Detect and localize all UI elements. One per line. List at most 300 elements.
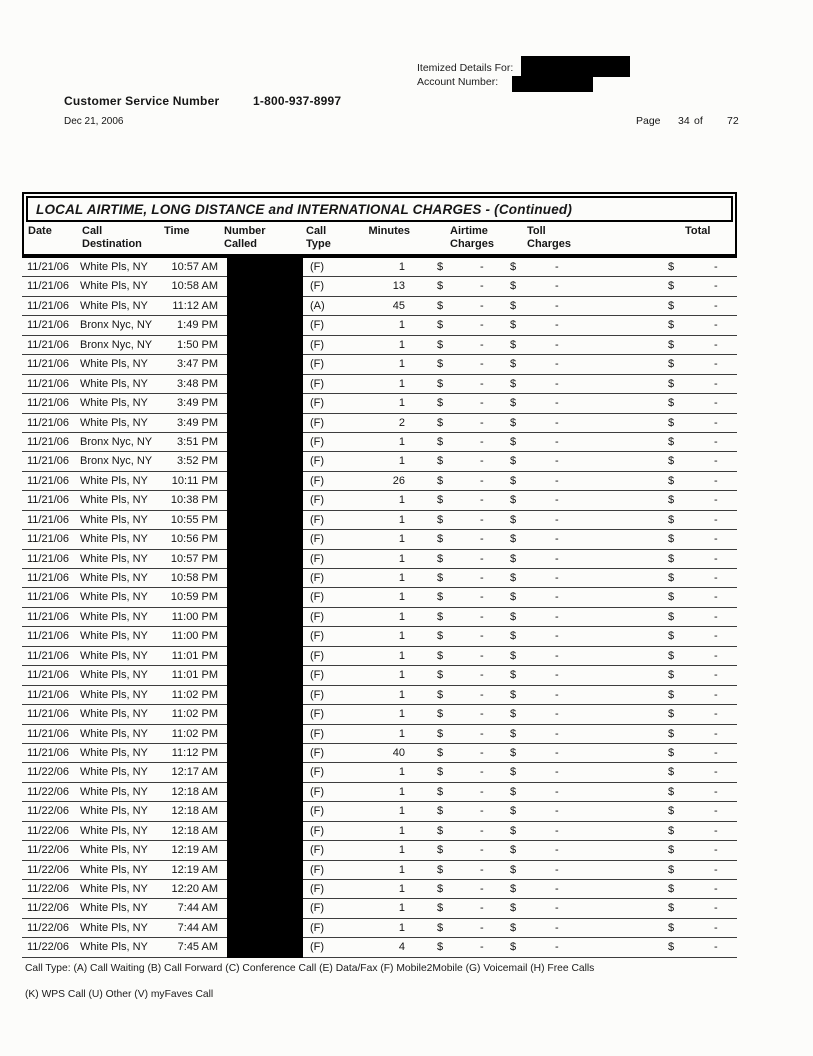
cell-total-currency: $: [668, 941, 675, 954]
cell-total-amount: -: [714, 416, 718, 429]
cell-toll-amount: -: [555, 844, 559, 857]
cell-total-amount: -: [714, 397, 718, 410]
cell-airtime-currency: $: [437, 397, 444, 410]
redacted-account-number: [512, 76, 593, 92]
cell-destination: White Pls, NY: [80, 299, 148, 312]
cell-minutes: 1: [398, 766, 405, 779]
cell-time: 11:02 PM: [171, 708, 218, 721]
cell-airtime-currency: $: [437, 358, 444, 371]
cell-toll-currency: $: [510, 610, 517, 623]
cell-destination: White Pls, NY: [80, 844, 148, 857]
cell-minutes: 13: [392, 280, 405, 293]
cell-date: 11/22/06: [27, 902, 70, 915]
cell-time: 1:49 PM: [177, 319, 218, 332]
cell-airtime-amount: -: [480, 533, 484, 546]
cell-time: 11:01 PM: [171, 669, 218, 682]
call-row: [22, 550, 737, 569]
cell-toll-amount: -: [555, 474, 559, 487]
cell-minutes: 1: [398, 921, 405, 934]
cell-minutes: 1: [398, 902, 405, 915]
cell-destination: White Pls, NY: [80, 630, 148, 643]
cell-toll-currency: $: [510, 591, 517, 604]
cell-total-currency: $: [668, 649, 675, 662]
cell-total-currency: $: [668, 669, 675, 682]
cell-toll-currency: $: [510, 844, 517, 857]
column-header-call-type: Call Type: [306, 225, 331, 250]
cell-toll-currency: $: [510, 649, 517, 662]
cell-airtime-currency: $: [437, 630, 444, 643]
cell-time: 3:49 PM: [177, 397, 218, 410]
cell-total-currency: $: [668, 921, 675, 934]
cell-airtime-amount: -: [480, 727, 484, 740]
cell-total-currency: $: [668, 513, 675, 526]
cell-toll-amount: -: [555, 941, 559, 954]
cell-minutes: 1: [398, 533, 405, 546]
cell-time: 11:12 PM: [171, 746, 218, 759]
cell-airtime-currency: $: [437, 552, 444, 565]
cell-airtime-amount: -: [480, 902, 484, 915]
cell-airtime-amount: -: [480, 766, 484, 779]
cell-toll-amount: -: [555, 280, 559, 293]
cell-airtime-currency: $: [437, 649, 444, 662]
cell-call-type: (F): [310, 746, 325, 759]
cell-minutes: 1: [398, 805, 405, 818]
cell-minutes: 1: [398, 261, 405, 273]
call-row: [22, 511, 737, 530]
cell-toll-amount: -: [555, 921, 559, 934]
cell-call-type: (F): [310, 708, 325, 721]
cell-time: 11:01 PM: [171, 649, 218, 662]
cell-minutes: 1: [398, 552, 405, 565]
cell-time: 10:55 PM: [170, 513, 218, 526]
cell-total-amount: -: [714, 280, 718, 293]
call-type-legend-line2: (K) WPS Call (U) Other (V) myFaves Call: [25, 989, 214, 1000]
column-header-toll-charges: Toll Charges: [527, 225, 572, 250]
cell-minutes: 1: [398, 513, 405, 526]
cell-airtime-amount: -: [480, 649, 484, 662]
cell-airtime-amount: -: [480, 299, 484, 312]
cell-date: 11/21/06: [27, 649, 70, 662]
cell-airtime-amount: -: [480, 941, 484, 954]
cell-airtime-currency: $: [437, 261, 444, 273]
cell-date: 11/21/06: [27, 669, 70, 682]
call-row: [22, 491, 737, 510]
cell-toll-currency: $: [510, 397, 517, 410]
cell-airtime-currency: $: [437, 416, 444, 429]
cell-toll-amount: -: [555, 435, 559, 448]
cell-total-amount: -: [714, 844, 718, 857]
cell-call-type: (F): [310, 941, 325, 954]
cell-total-amount: -: [714, 552, 718, 565]
cell-total-currency: $: [668, 533, 675, 546]
call-row: [22, 472, 737, 491]
call-row: [22, 938, 737, 957]
cell-total-amount: -: [714, 708, 718, 721]
cell-total-amount: -: [714, 610, 718, 623]
cell-time: 3:49 PM: [177, 416, 218, 429]
cell-time: 3:47 PM: [177, 358, 218, 371]
cell-toll-currency: $: [510, 435, 517, 448]
cell-destination: White Pls, NY: [80, 727, 148, 740]
cell-call-type: (F): [310, 416, 325, 429]
cell-minutes: 1: [398, 455, 405, 468]
cell-toll-currency: $: [510, 280, 517, 293]
cell-date: 11/21/06: [27, 280, 70, 293]
redacted-number-called-column: [227, 258, 303, 958]
cell-minutes: 1: [398, 785, 405, 798]
cell-minutes: 1: [398, 610, 405, 623]
cell-airtime-amount: -: [480, 397, 484, 410]
call-row: [22, 783, 737, 802]
cell-toll-currency: $: [510, 494, 517, 507]
cell-airtime-currency: $: [437, 455, 444, 468]
cell-time: 10:56 PM: [170, 533, 218, 546]
cell-airtime-currency: $: [437, 727, 444, 740]
cell-airtime-currency: $: [437, 319, 444, 332]
call-type-legend-line1: Call Type: (A) Call Waiting (B) Call Forward (C) Conference Call (E) Data/Fax (F) Mobile2Mobile (G) Voicemail (H) Free Calls: [25, 963, 595, 974]
column-header-date: Date: [28, 225, 52, 237]
call-row: [22, 588, 737, 607]
cell-call-type: (A): [310, 299, 325, 312]
cell-toll-amount: -: [555, 299, 559, 312]
cell-minutes: 1: [398, 844, 405, 857]
cell-time: 10:58 PM: [170, 572, 218, 584]
cell-date: 11/21/06: [27, 727, 70, 740]
cell-toll-amount: -: [555, 630, 559, 643]
cell-minutes: 1: [398, 494, 405, 507]
cell-airtime-currency: $: [437, 844, 444, 857]
cell-total-amount: -: [714, 299, 718, 312]
cell-toll-amount: -: [555, 766, 559, 779]
cell-airtime-currency: $: [437, 941, 444, 954]
cell-total-currency: $: [668, 358, 675, 371]
cell-airtime-currency: $: [437, 513, 444, 526]
cell-total-amount: -: [714, 746, 718, 759]
cell-toll-amount: -: [555, 746, 559, 759]
cell-toll-currency: $: [510, 863, 517, 876]
cell-total-currency: $: [668, 844, 675, 857]
cell-time: 7:44 AM: [177, 902, 218, 915]
cell-toll-amount: -: [555, 591, 559, 604]
cell-total-currency: $: [668, 805, 675, 818]
redacted-customer-name: [521, 56, 630, 77]
cell-toll-amount: -: [555, 397, 559, 410]
cell-total-amount: -: [714, 649, 718, 662]
call-row: [22, 394, 737, 413]
customer-service-label: Customer Service Number: [64, 94, 220, 108]
cell-total-amount: -: [714, 727, 718, 740]
cell-time: 7:45 AM: [177, 941, 218, 954]
cell-time: 10:57 PM: [170, 552, 218, 565]
cell-airtime-currency: $: [437, 669, 444, 682]
cell-total-amount: -: [714, 494, 718, 507]
cell-time: 12:17 AM: [171, 766, 218, 779]
cell-date: 11/22/06: [27, 941, 70, 954]
call-row: [22, 297, 737, 316]
cell-airtime-amount: -: [480, 746, 484, 759]
cell-destination: White Pls, NY: [80, 494, 148, 507]
cell-airtime-amount: -: [480, 785, 484, 798]
cell-airtime-amount: -: [480, 435, 484, 448]
cell-call-type: (F): [310, 397, 325, 410]
column-header-destination: Call Destination: [82, 225, 142, 250]
cell-total-amount: -: [714, 338, 718, 351]
cell-minutes: 1: [398, 863, 405, 876]
cell-total-currency: $: [668, 261, 675, 273]
cell-call-type: (F): [310, 805, 325, 818]
cell-airtime-currency: $: [437, 921, 444, 934]
cell-date: 11/22/06: [27, 883, 70, 895]
cell-airtime-amount: -: [480, 513, 484, 526]
cell-total-currency: $: [668, 708, 675, 721]
cell-total-amount: -: [714, 630, 718, 643]
cell-call-type: (F): [310, 591, 325, 604]
cell-date: 11/21/06: [27, 358, 70, 371]
cell-call-type: (F): [310, 630, 325, 643]
cell-airtime-amount: -: [480, 319, 484, 332]
cell-total-amount: -: [714, 435, 718, 448]
cell-total-currency: $: [668, 494, 675, 507]
cell-toll-amount: -: [555, 805, 559, 818]
cell-toll-amount: -: [555, 649, 559, 662]
cell-total-currency: $: [668, 474, 675, 487]
cell-call-type: (F): [310, 494, 325, 507]
cell-total-currency: $: [668, 766, 675, 779]
cell-time: 11:02 PM: [171, 727, 218, 740]
cell-call-type: (F): [310, 863, 325, 876]
cell-minutes: 45: [392, 299, 405, 312]
cell-airtime-currency: $: [437, 883, 444, 895]
cell-total-currency: $: [668, 746, 675, 759]
cell-minutes: 1: [398, 649, 405, 662]
cell-total-amount: -: [714, 805, 718, 818]
cell-time: 11:02 PM: [171, 688, 218, 701]
cell-time: 11:00 PM: [171, 630, 218, 643]
cell-toll-currency: $: [510, 319, 517, 332]
cell-airtime-currency: $: [437, 863, 444, 876]
cell-minutes: 1: [398, 727, 405, 740]
cell-call-type: (F): [310, 474, 325, 487]
cell-minutes: 26: [392, 474, 405, 487]
cell-date: 11/21/06: [27, 299, 70, 312]
cell-airtime-currency: $: [437, 435, 444, 448]
customer-service-number: 1-800-937-8997: [253, 94, 342, 108]
cell-date: 11/22/06: [27, 921, 70, 934]
cell-date: 11/21/06: [27, 435, 70, 448]
cell-time: 12:18 AM: [171, 785, 218, 798]
cell-destination: White Pls, NY: [80, 688, 148, 701]
cell-date: 11/21/06: [27, 397, 70, 410]
call-row: [22, 880, 737, 899]
cell-toll-currency: $: [510, 552, 517, 565]
cell-destination: Bronx Nyc, NY: [80, 338, 153, 351]
call-row: [22, 258, 737, 277]
cell-destination: White Pls, NY: [80, 397, 148, 410]
cell-time: 12:19 AM: [171, 844, 218, 857]
cell-airtime-amount: -: [480, 358, 484, 371]
call-row: [22, 355, 737, 374]
cell-total-amount: -: [714, 824, 718, 837]
cell-total-amount: -: [714, 455, 718, 468]
cell-airtime-amount: -: [480, 824, 484, 837]
cell-toll-currency: $: [510, 513, 517, 526]
call-row: [22, 763, 737, 782]
column-header-total: Total: [685, 225, 711, 237]
cell-airtime-currency: $: [437, 299, 444, 312]
call-row: [22, 530, 737, 549]
cell-total-amount: -: [714, 474, 718, 487]
account-number-label: Account Number:: [417, 76, 499, 88]
cell-airtime-amount: -: [480, 669, 484, 682]
cell-total-currency: $: [668, 688, 675, 701]
cell-total-currency: $: [668, 824, 675, 837]
call-row: [22, 705, 737, 724]
cell-total-currency: $: [668, 610, 675, 623]
cell-minutes: 1: [398, 883, 405, 895]
cell-airtime-amount: -: [480, 377, 484, 390]
cell-airtime-currency: $: [437, 280, 444, 293]
cell-minutes: 2: [398, 416, 405, 429]
call-row: [22, 841, 737, 860]
cell-airtime-amount: -: [480, 591, 484, 604]
cell-toll-amount: -: [555, 572, 559, 584]
call-row: [22, 647, 737, 666]
cell-call-type: (F): [310, 844, 325, 857]
call-row: [22, 375, 737, 394]
cell-total-currency: $: [668, 552, 675, 565]
cell-destination: White Pls, NY: [80, 533, 148, 546]
cell-minutes: 1: [398, 708, 405, 721]
cell-time: 10:38 PM: [170, 494, 218, 507]
column-headers: [24, 222, 735, 254]
cell-destination: White Pls, NY: [80, 572, 148, 584]
cell-date: 11/21/06: [27, 494, 70, 507]
call-row: [22, 744, 737, 763]
cell-airtime-currency: $: [437, 766, 444, 779]
cell-total-currency: $: [668, 455, 675, 468]
cell-total-currency: $: [668, 727, 675, 740]
cell-call-type: (F): [310, 883, 325, 895]
cell-total-amount: -: [714, 358, 718, 371]
cell-date: 11/22/06: [27, 844, 70, 857]
call-row: [22, 627, 737, 646]
cell-toll-amount: -: [555, 863, 559, 876]
table-title: LOCAL AIRTIME, LONG DISTANCE and INTERNATIONAL CHARGES - (Continued): [36, 201, 573, 217]
cell-call-type: (F): [310, 610, 325, 623]
cell-minutes: 4: [398, 941, 405, 954]
cell-date: 11/22/06: [27, 805, 70, 818]
cell-time: 11:12 AM: [172, 299, 218, 312]
cell-minutes: 1: [398, 435, 405, 448]
page-of-label: of: [694, 115, 703, 127]
call-row: [22, 725, 737, 744]
cell-date: 11/21/06: [27, 377, 70, 390]
cell-toll-amount: -: [555, 610, 559, 623]
cell-airtime-currency: $: [437, 610, 444, 623]
cell-call-type: (F): [310, 766, 325, 779]
cell-toll-amount: -: [555, 513, 559, 526]
cell-call-type: (F): [310, 261, 325, 273]
cell-total-amount: -: [714, 669, 718, 682]
cell-destination: White Pls, NY: [80, 610, 148, 623]
cell-total-amount: -: [714, 883, 718, 895]
call-row: [22, 608, 737, 627]
cell-toll-currency: $: [510, 766, 517, 779]
cell-destination: White Pls, NY: [80, 552, 148, 565]
cell-airtime-currency: $: [437, 902, 444, 915]
cell-airtime-currency: $: [437, 805, 444, 818]
cell-time: 10:59 PM: [170, 591, 218, 604]
cell-toll-currency: $: [510, 533, 517, 546]
cell-total-amount: -: [714, 863, 718, 876]
cell-toll-amount: -: [555, 669, 559, 682]
cell-date: 11/21/06: [27, 746, 70, 759]
cell-toll-currency: $: [510, 941, 517, 954]
cell-total-currency: $: [668, 863, 675, 876]
cell-total-amount: -: [714, 377, 718, 390]
cell-total-amount: -: [714, 591, 718, 604]
call-row: [22, 822, 737, 841]
cell-call-type: (F): [310, 319, 325, 332]
cell-toll-amount: -: [555, 416, 559, 429]
cell-toll-amount: -: [555, 708, 559, 721]
cell-call-type: (F): [310, 338, 325, 351]
cell-airtime-currency: $: [437, 338, 444, 351]
cell-toll-currency: $: [510, 883, 517, 895]
cell-total-currency: $: [668, 416, 675, 429]
call-row: [22, 569, 737, 588]
cell-toll-amount: -: [555, 727, 559, 740]
cell-call-type: (F): [310, 688, 325, 701]
cell-airtime-currency: $: [437, 746, 444, 759]
cell-destination: White Pls, NY: [80, 358, 148, 371]
cell-date: 11/21/06: [27, 261, 70, 273]
cell-date: 11/21/06: [27, 708, 70, 721]
cell-destination: White Pls, NY: [80, 474, 148, 487]
cell-call-type: (F): [310, 513, 325, 526]
call-row: [22, 433, 737, 452]
cell-total-currency: $: [668, 377, 675, 390]
cell-call-type: (F): [310, 902, 325, 915]
cell-time: 12:20 AM: [171, 883, 218, 895]
cell-minutes: 1: [398, 572, 405, 584]
cell-airtime-amount: -: [480, 474, 484, 487]
call-row: [22, 802, 737, 821]
cell-minutes: 1: [398, 630, 405, 643]
cell-date: 11/22/06: [27, 785, 70, 798]
cell-time: 12:18 AM: [171, 805, 218, 818]
cell-airtime-amount: -: [480, 708, 484, 721]
cell-minutes: 1: [398, 319, 405, 332]
call-row: [22, 899, 737, 918]
cell-total-amount: -: [714, 941, 718, 954]
cell-toll-amount: -: [555, 494, 559, 507]
cell-destination: Bronx Nyc, NY: [80, 435, 153, 448]
statement-date: Dec 21, 2006: [64, 116, 124, 127]
cell-toll-amount: -: [555, 533, 559, 546]
cell-airtime-currency: $: [437, 708, 444, 721]
cell-destination: White Pls, NY: [80, 746, 148, 759]
cell-date: 11/21/06: [27, 591, 70, 604]
cell-destination: White Pls, NY: [80, 805, 148, 818]
charges-table: [22, 192, 737, 954]
cell-date: 11/21/06: [27, 319, 70, 332]
cell-date: 11/21/06: [27, 630, 70, 643]
cell-total-currency: $: [668, 397, 675, 410]
cell-toll-amount: -: [555, 261, 559, 273]
cell-total-amount: -: [714, 319, 718, 332]
call-row: [22, 452, 737, 471]
